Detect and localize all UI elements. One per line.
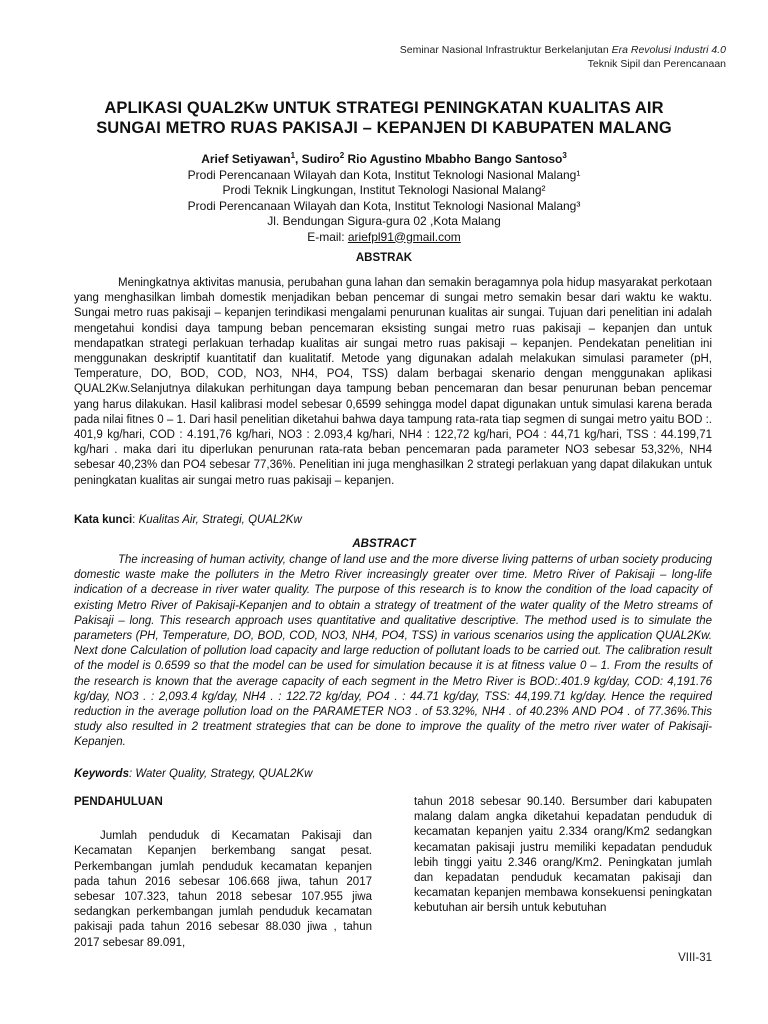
author-names xyxy=(40,152,728,168)
email-line xyxy=(40,230,728,246)
kata-kunci-sep: : xyxy=(132,514,139,526)
affiliation-3: Prodi Perencanaan Wilayah dan Kota, Institut Teknologi Nasional Malang³ xyxy=(187,198,581,213)
conference-line xyxy=(400,43,726,57)
email-link[interactable]: ariefpl91@gmail.com xyxy=(347,229,461,244)
email-label: E-mail: xyxy=(307,229,348,244)
author-block xyxy=(40,152,728,245)
left-column xyxy=(74,795,372,951)
author-3: Rio Agustino Mbabho Bango Santoso xyxy=(344,152,563,166)
affiliation-2: Prodi Teknik Lingkungan, Institut Teknologi Nasional Malang² xyxy=(222,183,546,197)
abstract-heading: ABSTRACT xyxy=(352,538,416,550)
author-2: , Sudiro xyxy=(295,152,340,166)
address: Jl. Bendungan Sigura-gura 02 ,Kota Malang xyxy=(267,214,501,228)
abstrak-heading: ABSTRAK xyxy=(355,252,413,264)
kata-kunci xyxy=(74,514,712,526)
paper-title xyxy=(40,98,728,138)
kata-kunci-label: Kata kunci xyxy=(74,514,133,526)
conference-name: Seminar Nasional Infrastruktur Berkelanjutan xyxy=(399,44,609,56)
keywords-sep: : xyxy=(128,768,136,780)
section-heading: PENDAHULUAN xyxy=(74,796,163,808)
author-1: Arief Setiyawan xyxy=(201,152,291,166)
keywords xyxy=(74,768,712,780)
left-paragraph: Jumlah penduduk di Kecamatan Pakisaji dan Kecamatan Kepanjen berkembang sangat pesat. Perkembangan jumlah penduduk kecamatan kepanjen pada tahun 2016 sebesar 106.668 jiwa, tahun 2017 sebesar 107.323, tahun 2018 sebesar 107.955 jiwa sedangkan perkembangan jumlah penduduk kecamatan pakisaji pada tahun 2016 sebesar 88.030 jiwa , tahun 2017 sebesar 89.091, xyxy=(74,830,372,949)
title-line-2: SUNGAI METRO RUAS PAKISAJI – KEPANJEN DI KABUPATEN MALANG xyxy=(96,119,672,137)
author-2-sup: 2 xyxy=(339,151,345,160)
author-1-sup: 1 xyxy=(290,151,296,160)
page-number: VIII-31 xyxy=(678,952,712,964)
keywords-label: Keywords xyxy=(74,768,129,780)
right-column xyxy=(414,795,712,917)
department-line: Teknik Sipil dan Perencanaan xyxy=(587,58,726,70)
keywords-values: Water Quality, Strategy, QUAL2Kw xyxy=(135,768,313,780)
conference-theme: Era Revolusi Industri 4.0 xyxy=(611,44,726,56)
abstrak-body: Meningkatnya aktivitas manusia, perubahan guna lahan dan semakin beragamnya pola hidup masyarakat perkotaan yang menghasilkan limbah domestik menjadikan beban pencemar di sungai metro semakin besar dari waktu ke waktu. Sungai metro ruas pakisaji – kepanjen terindikasi mengalami penurunan kualitas air sungai. Tujuan dari penelitian ini adalah mengetahui kondisi daya tampung beban pencemaran eksisting sungai metro ruas pakisaji – kepanjen dan untuk mendapatkan strategi perlakuan terhadap kualitas air sungai metro ruas pakisaji – kepanjen. Pendekatan penelitian ini menggunakan deskriptif kuantitatif dan kualitatif. Metode yang digunakan adalah melakukan simulasi parameter (pH, Temperature, DO, BOD, COD, NO3, NH4, PO4, TSS) dalam berbagai skenario dengan menggunakan aplikasi QUAL2Kw.Selanjutnya dilakukan perhitungan daya tampung beban pencemaran dan besar penurunan beban pencemar yang harus dilakukan. Hasil kalibrasi model sebesar 0,6599 sehingga model dapat digunakan untuk simulasi karena berada pada nilai fitnes 0 – 1. Dari hasil penelitian diketahui bahwa daya tampung rata-rata tiap segmen di sungai metro yaitu BOD :. 401,9 kg/hari, COD : 4.191,76 kg/hari, NO3 : 2.093,4 kg/hari, NH4 : 122,72 kg/hari, PO4 : 44,71 kg/hari, TSS : 44.199,71 kg/hari . maka dari itu diperlukan penurunan rata-rata beban pencemaran pada parameter NO3 sebesar 53,32%, NH4 sebesar 40,23% dan PO4 sebesar 77,36%. Penelitian ini juga menghasilkan 2 strategi perlakuan yang dapat dilakukan untuk peningkatan kualitas air sungai metro ruas pakisaji – kepanjen. xyxy=(74,277,712,487)
title-line-1: APLIKASI QUAL2Kw UNTUK STRATEGI PENINGKATAN KUALITAS AIR xyxy=(104,99,664,117)
kata-kunci-values: Kualitas Air, Strategi, QUAL2Kw xyxy=(138,514,302,526)
abstract-body: The increasing of human activity, change of land use and the more diverse living patterns of urban society producing domestic waste make the polluters in the Metro River increasingly greater over time. Metro River of Pakisaji – long-life indication of a decrease in river water quality. The purpose of this research is to know the condition of the load capacity of existing Metro River of Pakisaji-Kepanjen and to obtain a strategy of treatment of the water quality of the Metro streams of Pakisaji – long. This research approach uses quantitative and qualitative descriptive. The method used is to simulate the parameters (PH, Temperature, DO, BOD, COD, NO3, NH4, PO4, TSS) in various scenarios using the application QUAL2Kw. Next done Calculation of pollution load capacity and large reduction of pollutant loads to be carried out. The calibration result of the model is 0.6599 so that the model can be used for simulation because it is at fitness value 0 – 1. From the results of the research is known that the average capacity of each segment in the Metro River is BOD:.401.9 kg/day, COD: 4,191.76 kg/day, NO3 . : 2,093.4 kg/day, NH4 . : 122.72 kg/day, PO4 . : 44.71 kg/day, TSS: 44,199.71 kg/day. Hence the required reduction in the average pollution load on the PARAMETER NO3 . of 53.32%, NH4 . of 40.23% AND PO4 . of 77.36%.This study also resulted in 2 treatment strategies that can be done to improve the quality of the metro river water of Pakisaji-Kepanjen. xyxy=(74,554,712,749)
right-paragraph: tahun 2018 sebesar 90.140. Bersumber dari kabupaten malang dalam angka diketahui kepadatan penduduk di kecamatan kepanjen yaitu 2.334 orang/Km2 sedangkan kecamatan pakisaji justru memiliki kepadatan penduduk lebih tinggi yaitu 2.346 orang/Km2. Peningkatan jumlah dan kepadatan penduduk kecamatan pakisaji dan kecamatan kepanjen membawa konsekuensi peningkatan kebutuhan air bersih untuk kebutuhan xyxy=(414,796,712,915)
author-3-sup: 3 xyxy=(562,151,567,160)
affiliation-1: Prodi Perencanaan Wilayah dan Kota, Institut Teknologi Nasional Malang¹ xyxy=(187,167,581,182)
running-header xyxy=(400,43,726,71)
